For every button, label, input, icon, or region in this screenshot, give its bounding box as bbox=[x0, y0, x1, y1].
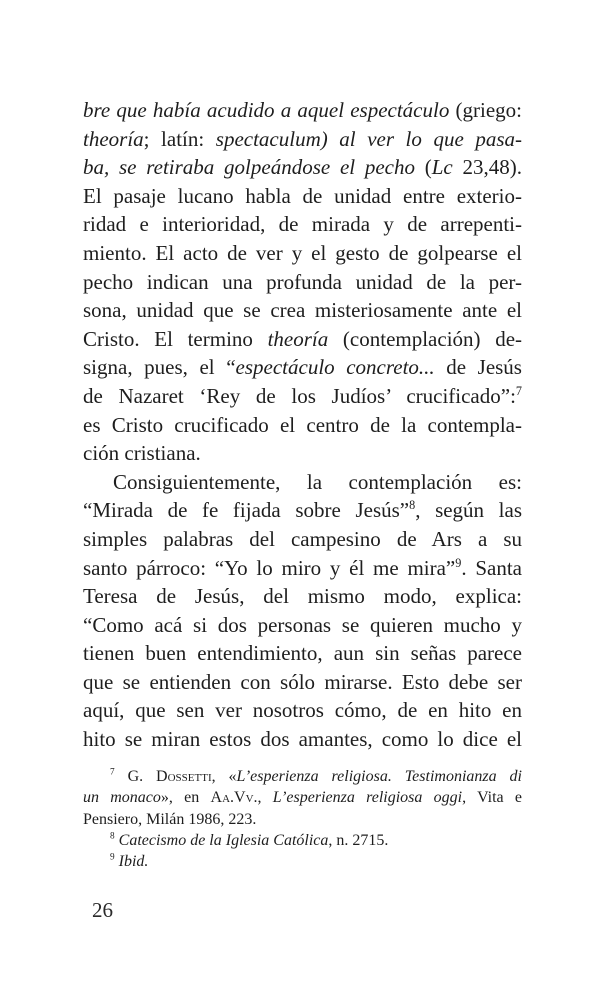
text-segment: . Santa bbox=[461, 555, 522, 580]
text-segment: “Mirada de fe fijada sobre Jesús” bbox=[83, 498, 410, 523]
text-segment: L’esperienza religiosa oggi bbox=[272, 789, 463, 807]
body-text-line bbox=[83, 439, 522, 468]
text-segment: Lc bbox=[431, 155, 453, 180]
main-text-block bbox=[83, 96, 522, 754]
body-text-line bbox=[83, 582, 522, 611]
text-segment: , bbox=[257, 789, 273, 807]
text-segment: ción cristiana. bbox=[83, 441, 201, 466]
footnote-line bbox=[83, 809, 522, 830]
text-segment: sona, unidad que se crea misteriosamente ante el bbox=[83, 298, 522, 323]
text-segment: Ibid. bbox=[118, 853, 149, 871]
footnote-line bbox=[83, 787, 522, 808]
body-text-line bbox=[83, 554, 522, 583]
text-segment: , según las bbox=[415, 498, 522, 523]
text-segment: 23,48). bbox=[452, 155, 522, 180]
body-text-line bbox=[83, 182, 522, 211]
text-segment: , « bbox=[211, 768, 237, 785]
text-segment: ba, se retiraba golpeándose el pecho bbox=[83, 155, 415, 180]
text-segment: un monaco bbox=[83, 789, 161, 807]
text-segment: , Vita e bbox=[462, 789, 523, 807]
text-segment: hito se miran estos dos amantes, como lo dice el bbox=[83, 727, 522, 752]
text-segment: espectáculo concreto... bbox=[235, 355, 435, 380]
text-segment: signa, pues, el “ bbox=[83, 355, 236, 380]
text-segment: Teresa de Jesús, del mismo modo, explica: bbox=[83, 584, 522, 609]
body-text-line bbox=[83, 668, 522, 697]
text-segment: », en bbox=[160, 789, 211, 807]
footnote-line bbox=[83, 766, 522, 787]
text-segment: tienen buen entendimiento, aun sin señas parece bbox=[83, 641, 522, 666]
text-segment: santo párroco: “Yo lo miro y él me mira” bbox=[83, 555, 456, 580]
body-text-line bbox=[83, 353, 522, 382]
body-text-line bbox=[83, 525, 522, 554]
text-segment: spectaculum) al ver lo que pasa- bbox=[215, 126, 522, 151]
body-text-line bbox=[83, 125, 522, 154]
footnote-line bbox=[83, 851, 522, 872]
footnote-line bbox=[83, 830, 522, 851]
text-segment: de Nazaret ‘Rey de los Judíos’ crucificado”: bbox=[83, 383, 516, 408]
text-segment: que se entienden con sólo mirarse. Esto debe ser bbox=[83, 669, 522, 694]
body-text-line bbox=[83, 696, 522, 725]
body-text-line bbox=[83, 611, 522, 640]
text-segment: pecho indican una profunda unidad de la per- bbox=[83, 269, 522, 294]
text-segment: de Jesús bbox=[434, 355, 522, 380]
footnote-marker: 8 bbox=[110, 831, 115, 842]
text-segment: Catecismo de la Iglesia Católica bbox=[118, 831, 329, 849]
body-text-line bbox=[83, 725, 522, 754]
body-text-line bbox=[83, 296, 522, 325]
footnote-marker: 9 bbox=[455, 555, 462, 570]
text-segment: Cristo. El termino bbox=[83, 326, 268, 351]
text-segment: theoría bbox=[267, 326, 329, 351]
text-segment: ridad e interioridad, de mirada y de arrepenti- bbox=[83, 212, 522, 237]
text-segment: (contemplación) de- bbox=[328, 326, 523, 351]
body-text-line bbox=[83, 382, 522, 411]
text-segment: aquí, que sen ver nosotros cómo, de en hito en bbox=[83, 698, 522, 723]
text-segment: ( bbox=[415, 155, 432, 180]
footnote-marker: 9 bbox=[110, 852, 115, 863]
body-text-line bbox=[83, 639, 522, 668]
text-segment: , n. 2715. bbox=[328, 831, 389, 849]
page-number: 26 bbox=[92, 898, 113, 922]
text-segment: Consiguientemente, la contemplación es: bbox=[113, 469, 522, 494]
text-segment: simples palabras del campesino de Ars a su bbox=[83, 526, 522, 551]
footnote-marker: 7 bbox=[515, 383, 522, 398]
body-text-line bbox=[83, 239, 522, 268]
body-text-line bbox=[83, 268, 522, 297]
text-segment: Pensiero, Milán 1986, 223. bbox=[83, 810, 257, 828]
text-segment: Dossetti bbox=[156, 768, 212, 785]
body-text-line bbox=[83, 210, 522, 239]
text-segment: L’esperienza religiosa. Testimonianza di bbox=[236, 768, 523, 785]
text-segment: es Cristo crucificado el centro de la contempla- bbox=[83, 412, 522, 437]
footnote-marker: 7 bbox=[110, 767, 115, 778]
text-segment: miento. El acto de ver y el gesto de golpearse el bbox=[83, 240, 522, 265]
text-segment: bre que había acudido a aquel espectáculo bbox=[83, 98, 450, 122]
text-segment: theoría bbox=[83, 126, 144, 151]
body-text-line bbox=[83, 153, 522, 182]
text-segment: (griego: bbox=[449, 98, 522, 122]
body-text-line bbox=[83, 496, 522, 525]
text-segment: G. bbox=[114, 768, 157, 785]
text-segment: “Como acá si dos personas se quieren mucho y bbox=[83, 612, 522, 637]
body-text-line bbox=[83, 96, 522, 125]
body-text-line bbox=[83, 411, 522, 440]
body-text-line bbox=[83, 468, 522, 497]
text-segment: El pasaje lucano habla de unidad entre exterio- bbox=[83, 183, 522, 208]
footnotes-block bbox=[83, 766, 522, 872]
body-text-line bbox=[83, 325, 522, 354]
text-segment: Aa.Vv. bbox=[210, 789, 258, 807]
text-segment: ; latín: bbox=[143, 126, 216, 151]
footnote-marker: 8 bbox=[409, 498, 416, 513]
